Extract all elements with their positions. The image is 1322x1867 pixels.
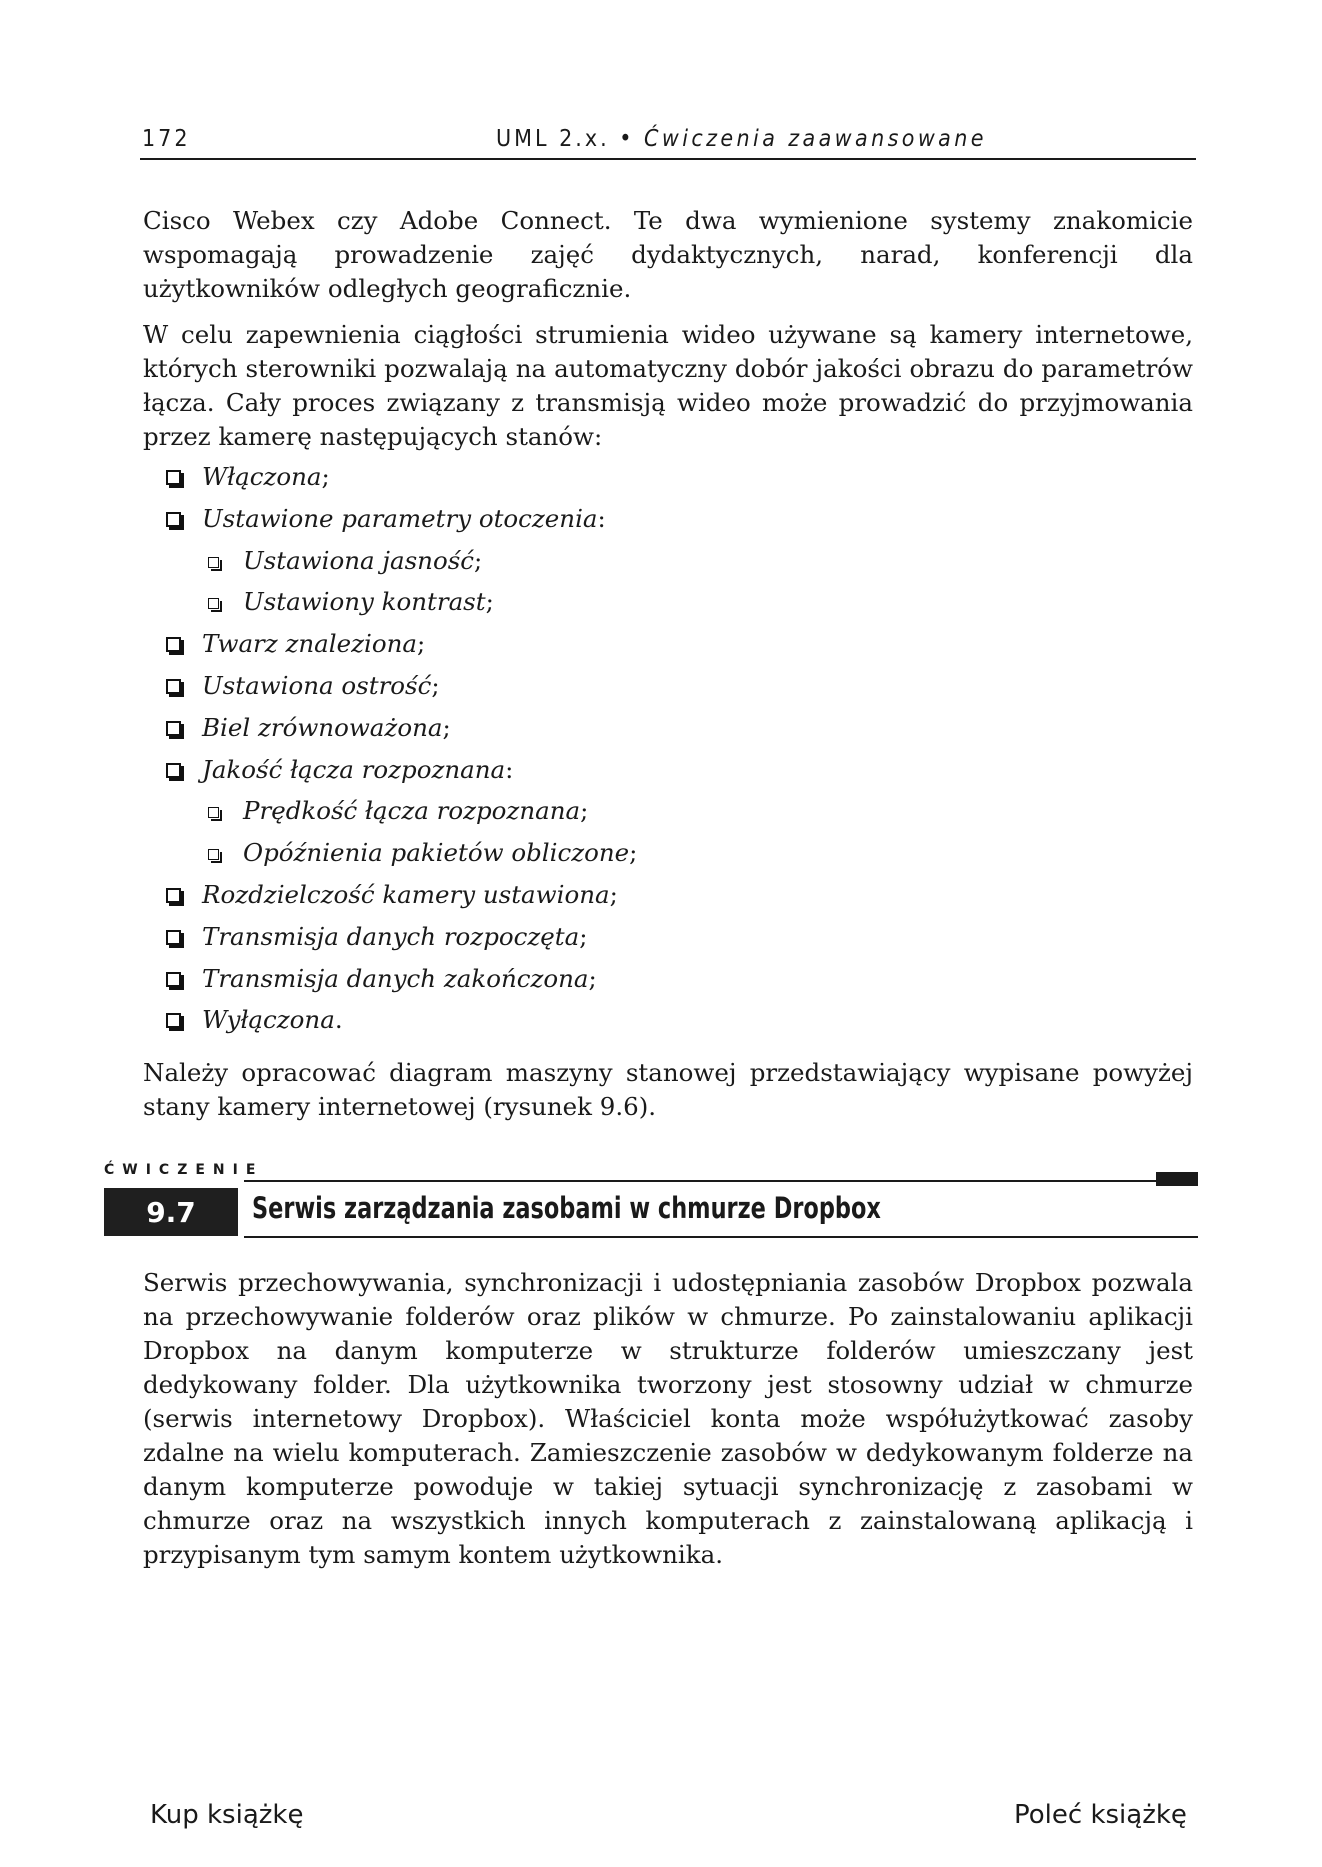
state-label: Opóźnienia pakietów obliczone — [243, 838, 630, 867]
bullet-box-icon — [166, 512, 181, 527]
state-punctuation: ; — [442, 713, 451, 742]
recommend-book-link[interactable]: Poleć książkę — [1014, 1800, 1187, 1830]
exercise-paragraph — [143, 1266, 1193, 1572]
state-label: Prędkość łącza rozpoznana — [243, 796, 581, 825]
state-label: Ustawiona jasność — [243, 546, 475, 575]
state-label: Twarz znaleziona — [202, 629, 417, 658]
paragraph: Serwis przechowywania, synchronizacji i udostępniania zasobów Dropbox pozwala na przechowywanie folderów oraz plików w chmurze. Po zainstalowaniu aplikacji Dropbox na danym komputerze w strukturze folderów umieszczany jest dedykowany folder. Dla użytkownika tworzony jest stosowny udział w chmurze (serwis internetowy Dropbox). Właściciel konta może współużytkować zasoby zdalne na wielu komputerach. Zamieszczenie zasobów w dedykowanym folderze na danym komputerze powoduje w takiej sytuacji synchronizację z zasobami w chmurze oraz na wszystkich innych komputerach z zainstalowaną aplikacją i przypisanym tym samym kontem użytkownika. — [143, 1268, 1193, 1569]
state-punctuation: ; — [416, 629, 426, 658]
bullet-box-icon — [166, 637, 181, 652]
state-punctuation: ; — [609, 880, 618, 909]
state-punctuation: ; — [474, 546, 483, 575]
state-punctuation: ; — [431, 671, 440, 700]
state-punctuation: ; — [629, 838, 638, 867]
sub-bullet-box-icon — [208, 849, 219, 860]
paragraph: Należy opracować diagram maszyny stanowej przedstawiający wypisane powyżej stany kamery internetowej (rysunek 9.6). — [143, 1058, 1193, 1121]
list-item — [202, 627, 425, 661]
buy-book-link[interactable]: Kup książkę — [150, 1800, 304, 1830]
bullet-box-icon — [166, 679, 181, 694]
state-punctuation: ; — [485, 587, 494, 616]
list-item — [243, 794, 588, 828]
exercise-rule — [244, 1180, 1156, 1182]
list-item — [243, 585, 494, 619]
list-item — [202, 878, 618, 912]
exercise-underline — [244, 1236, 1198, 1238]
bullet-box-icon — [166, 763, 181, 778]
list-item — [202, 753, 513, 787]
exercise-rule-end — [1156, 1172, 1198, 1186]
state-punctuation: ; — [321, 462, 330, 491]
state-label: Transmisja danych rozpoczęta — [202, 922, 580, 951]
sub-bullet-box-icon — [208, 807, 219, 818]
list-item — [202, 920, 588, 954]
list-item — [202, 711, 451, 745]
title-bullet: • — [619, 126, 635, 152]
sub-bullet-box-icon — [208, 598, 219, 609]
state-punctuation: ; — [588, 964, 597, 993]
state-label: Wyłączona — [202, 1005, 335, 1034]
state-label: Ustawione parametry otoczenia — [202, 504, 598, 533]
bullet-box-icon — [166, 1013, 181, 1028]
running-header — [140, 124, 1196, 160]
state-punctuation: ; — [580, 796, 589, 825]
bullet-box-icon — [166, 888, 181, 903]
paragraph-after-list — [143, 1056, 1193, 1124]
book-title — [496, 126, 987, 152]
bullet-box-icon — [166, 972, 181, 987]
state-label: Rozdzielczość kamery ustawiona — [202, 880, 610, 909]
bullet-box-icon — [166, 721, 181, 736]
list-item — [202, 502, 606, 536]
sub-bullet-box-icon — [208, 557, 219, 568]
exercise-kicker: ĆWICZENIE — [104, 1162, 264, 1178]
book-subtitle: Ćwiczenia zaawansowane — [644, 126, 987, 152]
list-item — [202, 1003, 343, 1037]
intro-paragraph-2 — [143, 318, 1193, 454]
page-number: 172 — [142, 126, 191, 152]
state-label: Ustawiona ostrość — [202, 671, 432, 700]
paragraph: Cisco Webex czy Adobe Connect. Te dwa wymienione systemy znakomicie wspomagają prowadzenie zajęć dydaktycznych, narad, konferencji dla użytkowników odległych geograficznie. — [143, 206, 1193, 303]
state-punctuation: ; — [579, 922, 588, 951]
state-label: Transmisja danych zakończona — [202, 964, 589, 993]
state-punctuation: : — [505, 755, 514, 784]
state-punctuation: : — [597, 504, 606, 533]
book-title-main: UML 2.x. — [496, 126, 610, 152]
state-label: Ustawiony kontrast — [243, 587, 486, 616]
exercise-title: Serwis zarządzania zasobami w chmurze Dropbox — [252, 1191, 881, 1225]
list-item — [202, 669, 440, 703]
state-label: Biel zrównoważona — [202, 713, 443, 742]
bullet-box-icon — [166, 930, 181, 945]
list-item — [202, 460, 330, 494]
state-label: Jakość łącza rozpoznana — [202, 755, 506, 784]
list-item — [243, 836, 637, 870]
state-label: Włączona — [202, 462, 322, 491]
exercise-number: 9.7 — [104, 1188, 238, 1236]
state-punctuation: . — [334, 1005, 343, 1034]
intro-paragraph-1 — [143, 204, 1193, 306]
bullet-box-icon — [166, 470, 181, 485]
list-item — [202, 962, 597, 996]
paragraph: W celu zapewnienia ciągłości strumienia wideo używane są kamery internetowe, których sterowniki pozwalają na automatyczny dobór jakości obrazu do parametrów łącza. Cały proces związany z transmisją wideo może prowadzić do przyjmowania przez kamerę następujących stanów: — [143, 320, 1193, 451]
list-item — [243, 544, 482, 578]
